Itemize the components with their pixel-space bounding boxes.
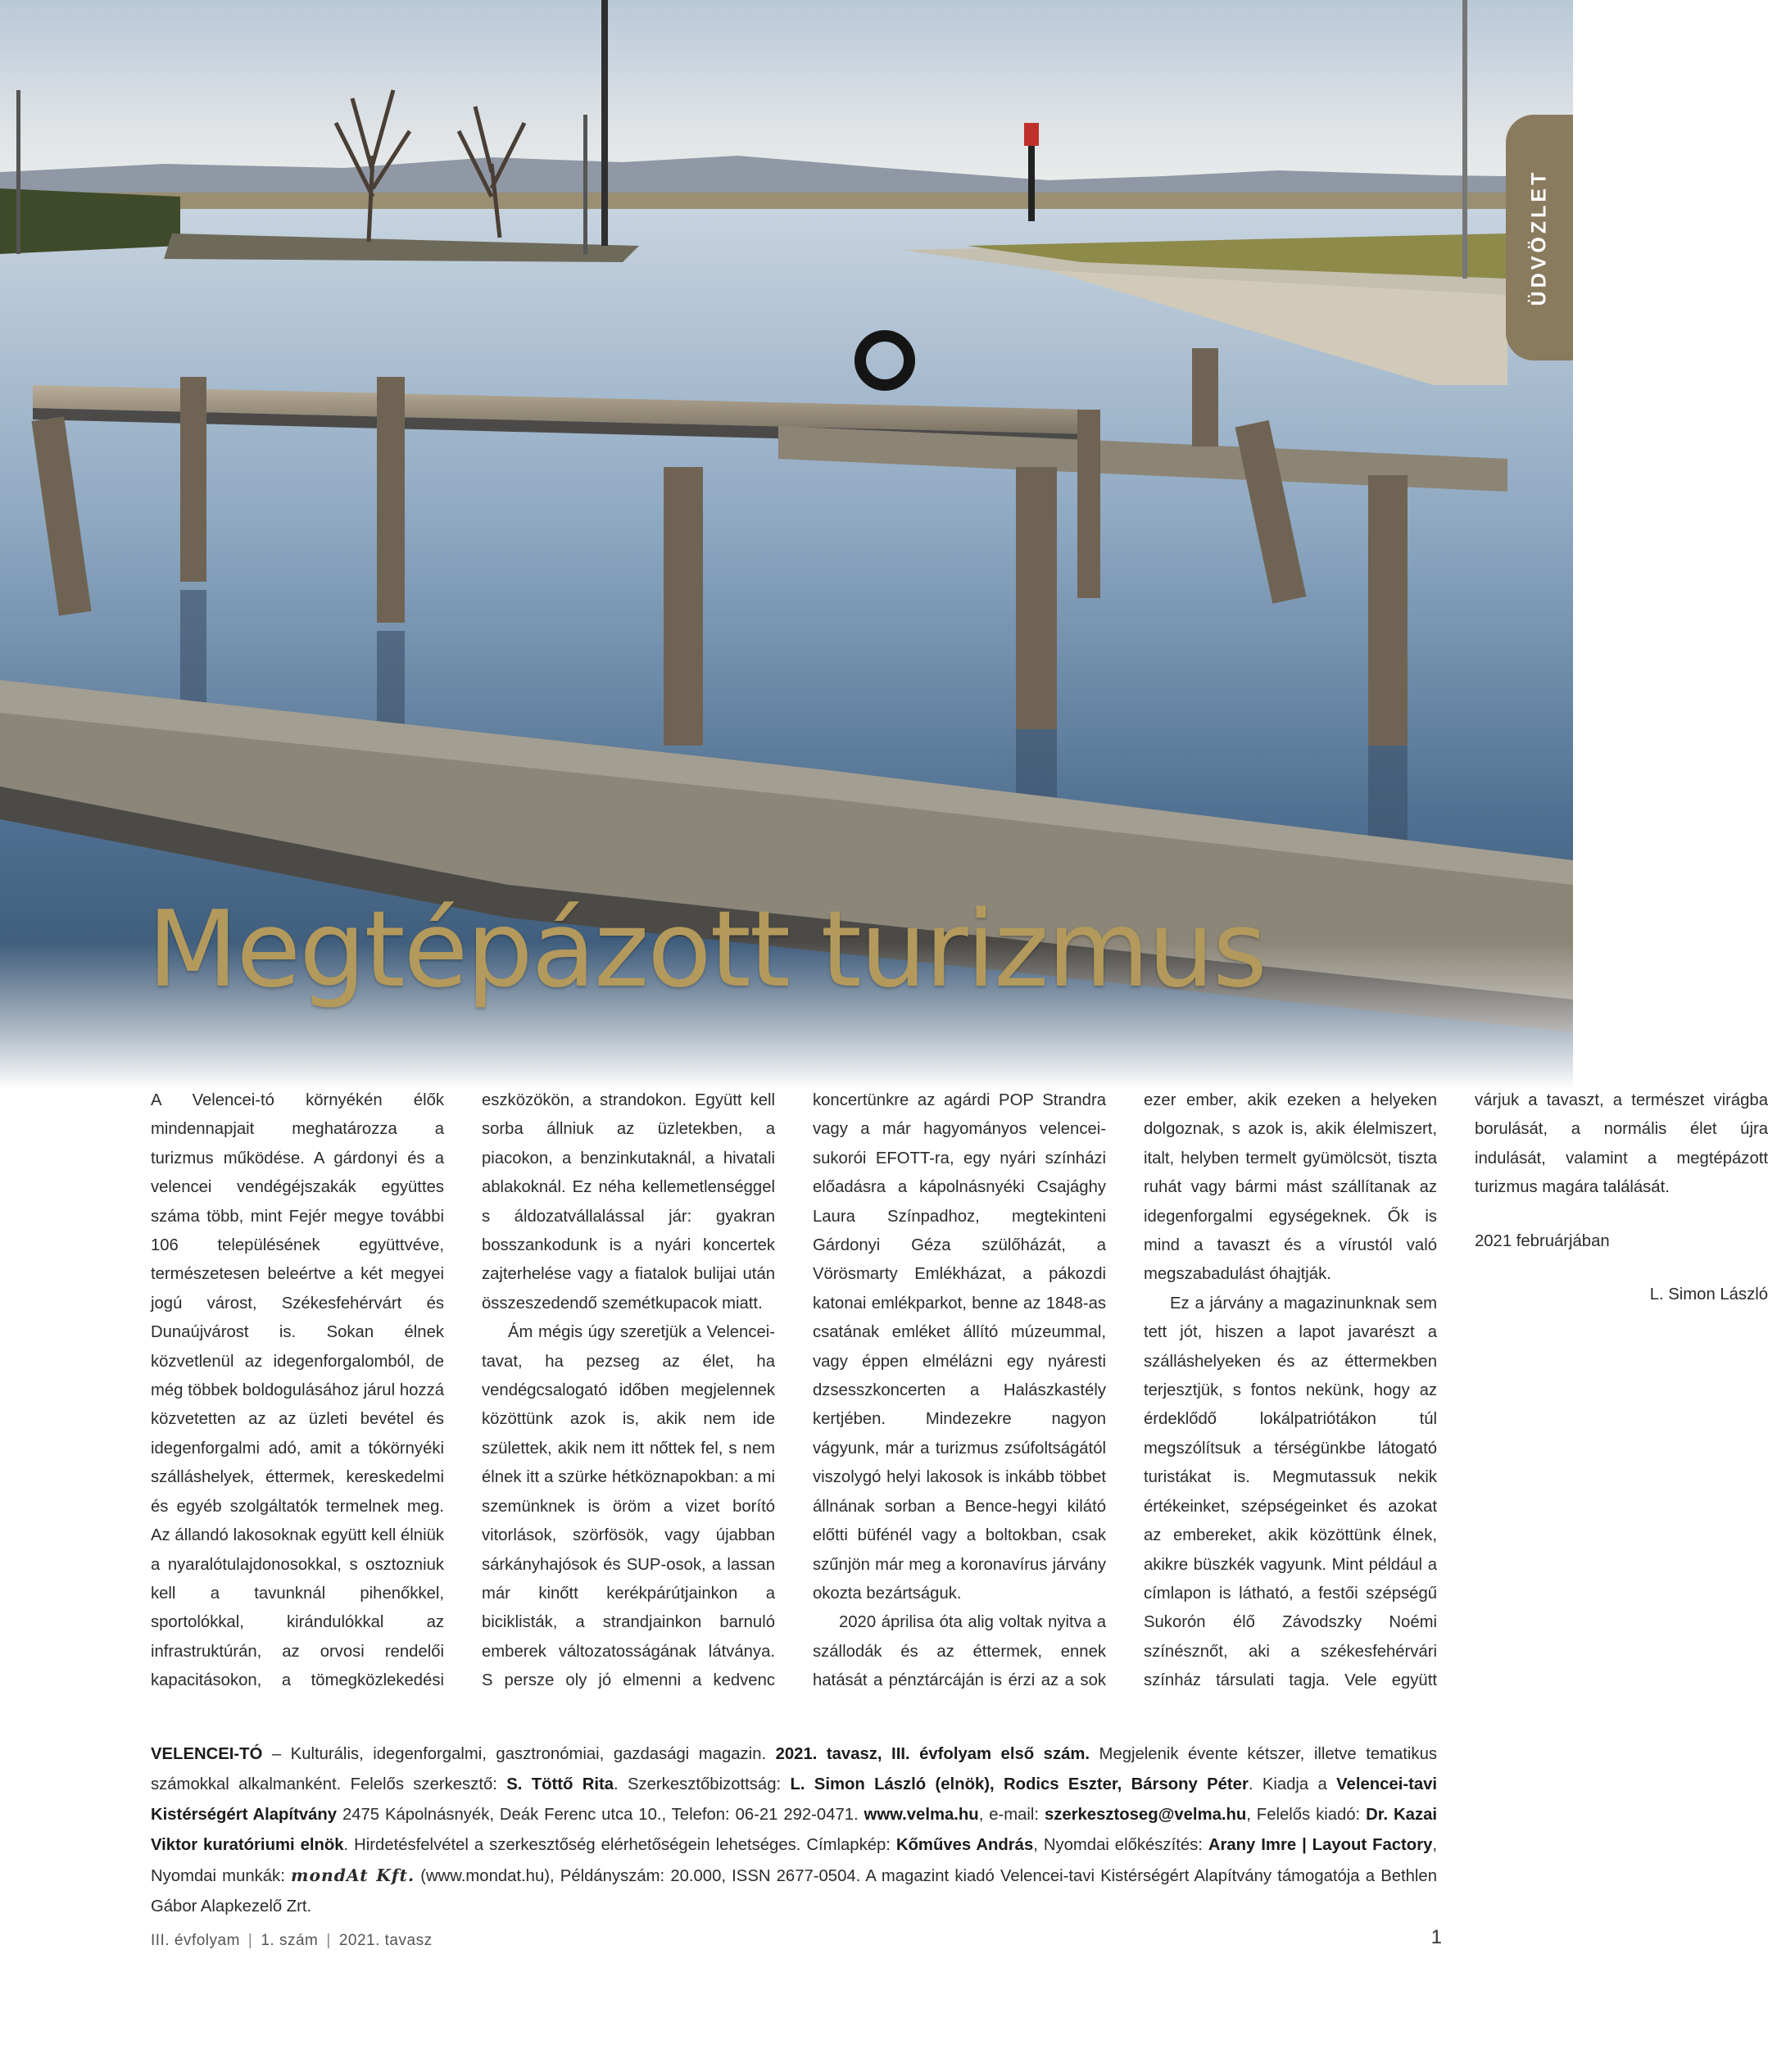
impressum-text: , e-mail:	[978, 1806, 1045, 1824]
footer-issue: 1. szám	[261, 1932, 319, 1949]
impressum-email[interactable]: szerkesztoseg@velma.hu	[1044, 1806, 1247, 1824]
impressum-text: , Nyomdai előkészítés:	[1033, 1836, 1208, 1854]
footer-separator: |	[247, 1932, 253, 1949]
section-tab-label: ÜDVÖZLET	[1527, 169, 1551, 306]
impressum-printer-logo: mondAt Kft.	[291, 1866, 415, 1885]
page-footer	[151, 1932, 433, 1950]
article-paragraph: Ám mégis úgy szeretjük a Velencei-tavat, ha pezseg az élet, ha vendégcsalogató időben megjelennek közöttünk azok is, akik nem ide születtek, akik nem itt nőttek fel, s nem élnek itt a szürke hétköznapokban: a mi szemünknek is öröm a vizet borító vitorlások, szörfösök, vagy újabban sárkányhajósok és SUP-osok, a lassan már kinőtt kerékpárútjainkon a biciklisták, a strandjainkon barnuló emberek változatosságának látványa. S persze oly jó elmenni a kedvenc koncertünkre az agárdi POP Strandra vagy a már hagyományos velencei-sukorói EFOTT-ra, egy nyári színházi előadásra a kápolnásnyéki Csajághy Laura Színpadhoz, megtekinteni Gárdonyi Géza szülőházát, a Vörösmarty Emlékházat, a pákozdi katonai emlékparkot, benne az 1848-as csatának emléket állító múzeummal, vagy éppen elmélázni egy nyáresti dzsesszkoncerten a Halászkastély kertjében. Mindezekre nagyon vágyunk, már a turizmus zsúfoltságától viszolygó helyi lakosok is inkább többet állnának sorban a Bence-hegyi kilátó előtti büfénél vagy a boltokban, csak szűnjön már meg a koronavírus járvány okozta bezártságuk.	[482, 1091, 1106, 1690]
impressum-text: , Felelős kiadó:	[1246, 1806, 1367, 1824]
cover-photo	[0, 0, 1573, 1090]
article-paragraph: A Velencei-tó környékén élők mindennapjait meghatározza a turizmus működése. A gárdonyi és a velencei vendégéjszakák együttes száma több, mint Fejér megye további 106 településének együttvéve, természetesen beleértve a két megyei jogú várost, Székesfehérvárt és Dunaújvárost is. Sokan élnek közvetlenül az idegenforgalomból, de még többek boldogulásához járul hozzá közvetetten az az üzleti bevétel és idegenforgalmi adó, amit a tókörnyéki szálláshelyek, éttermek, kereskedelmi és egyéb szolgáltatók termelnek meg. Az állandó lakosoknak együtt kell élniük a nyaralótulajdonosokkal, s osztozniuk kell a tavunknál pihenőkkel, sportolókkal, kirándulókkal az infrastruktúrán, az orvosi rendelői kapacitásokon, a tömegközlekedési eszközökön, a strandokon. Együtt kell sorba állniuk az üzletekben, a piacokon, a benzinkutaknál, a hivatali ablakoknál. Ez néha kellemetlenséggel s áldozatvállalással jár: gyakran bosszankodunk is a nyári koncertek zajterhelése vagy a fiatalok bulijai után összeszedendő szemétkupacok miatt.	[151, 1091, 775, 1690]
impressum-text: . Szerkesztőbizottság:	[614, 1775, 791, 1793]
article-date: 2021 februárjában	[1475, 1231, 1610, 1250]
section-tab	[1506, 115, 1573, 360]
article-paragraph: 2020 áprilisa óta alig voltak nyitva a szállodák és az éttermek, ennek hatását a pénztárcáján is érzi az a sok ezer ember, akik ezeken a helyeken dolgoznak, s azok is, akik élelmiszert, italt, helyben termelt gyümölcsöt, tiszta ruhát vagy bármi mást szállítanak az idegenforgalmi egységeknek. Ők is mind a tavaszt és a vírustól való megszabadulást óhajtják.	[813, 1091, 1437, 1690]
impressum-text: (www.mondat.hu), Példányszám: 20.000, ISSN 2677-0504. A magazint kiadó Velencei-tavi Kistérségért Alapítvány támogatója a Bethlen Gábor Alapkezelő Zrt.	[151, 1867, 1437, 1916]
footer-season: 2021. tavasz	[338, 1932, 433, 1949]
impressum-text: – Kulturális, idegenforgalmi, gasztronómiai, gazdasági magazin.	[262, 1745, 776, 1763]
impressum-web[interactable]: www.velma.hu	[864, 1806, 979, 1824]
article-body	[151, 1086, 1768, 1709]
article-signature: L. Simon László	[1649, 1285, 1768, 1304]
page-number: 1	[1430, 1926, 1442, 1948]
impressum-text: . Kiadja a	[1248, 1775, 1337, 1793]
article-paragraph: Ez a járvány a magazinunknak sem tett jót, hiszen a lapot javarészt a szálláshelyeken és az éttermekben terjesztjük, s fontos nekünk, hogy az érdeklődő lokálpatriótákon túl megszólítsuk a térségünkbe látogató turistákat is. Megmutassuk nekik értékeinket, szépségeinket és azokat az embereket, akik közöttünk élnek, akikre büszkék vagyunk. Mint például a címlapon is látható, a festői szépségű Sukorón élő Závodszky Noémi színésznőt, aki a székesfehérvári színház társulati tagja. Vele együtt várjuk a tavaszt, a természet virágba borulását, a normális élet újra indulását, valamint a megtépázott turizmus magára találását.	[1144, 1091, 1768, 1690]
impressum	[151, 1739, 1437, 1922]
impressum-editor: S. Töttő Rita	[506, 1775, 614, 1793]
impressum-text: Megjelenik évente kétszer, illetve tematikus számokkal alkalmanként. Felelős szerkesztő:	[151, 1745, 1437, 1793]
impressum-responsible-publisher: Dr. Kazai Viktor kuratóriumi elnök	[151, 1806, 1437, 1854]
impressum-text: . Hirdetésfelvétel a szerkesztőség elérhetőségein lehetséges. Címlapkép:	[343, 1836, 896, 1854]
impressum-text: 2475 Kápolnásnyék, Deák Ferenc utca 10., Telefon: 06-21 292-0471.	[337, 1806, 864, 1824]
impressum-cover-photographer: Kőműves András	[895, 1836, 1034, 1854]
impressum-board: L. Simon László (elnök), Rodics Eszter, Bársony Péter	[790, 1775, 1249, 1793]
footer-volume: III. évfolyam	[151, 1932, 240, 1949]
impressum-publisher: Velencei-tavi Kistérségért Alapítvány	[151, 1775, 1438, 1824]
footer-separator: |	[326, 1932, 331, 1949]
impressum-text: , Nyomdai munkák:	[151, 1836, 1438, 1885]
impressum-magazine: VELENCEI-TÓ	[151, 1745, 263, 1763]
impressum-prepress: Arany Imre | Layout Factory	[1208, 1836, 1433, 1854]
impressum-issue: 2021. tavasz, III. évfolyam első szám.	[775, 1745, 1090, 1763]
article-headline: Megtépázott turizmus	[147, 889, 1266, 1011]
